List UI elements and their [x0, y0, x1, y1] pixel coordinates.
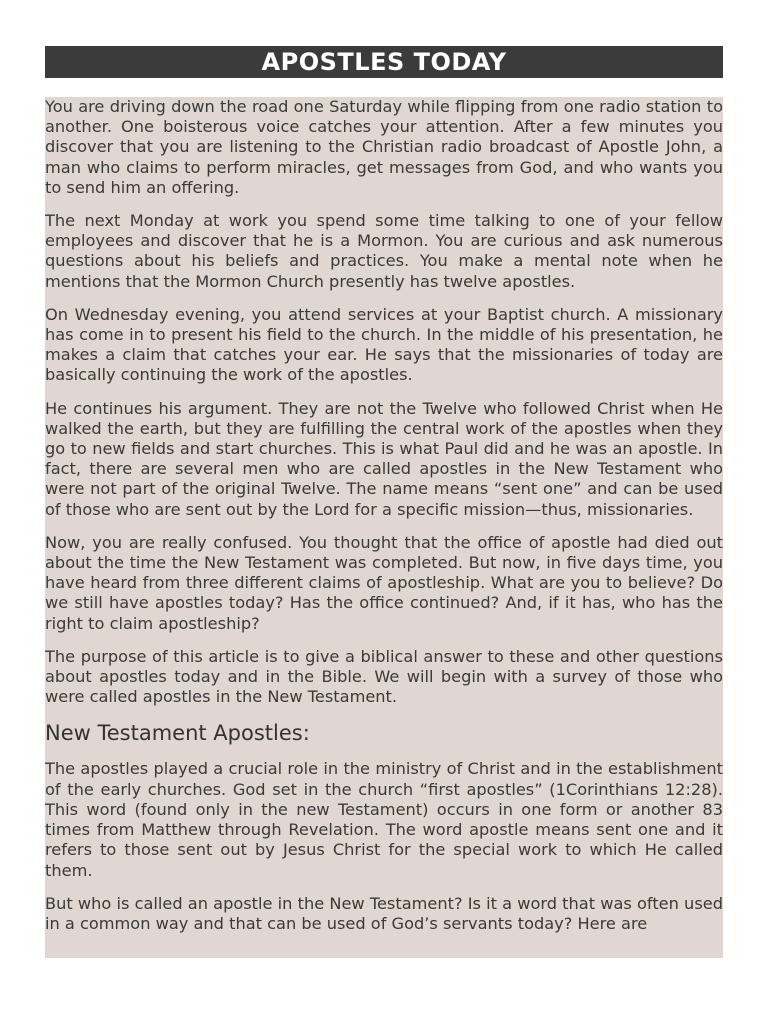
article-body — [45, 97, 723, 958]
section-paragraph-1: The apostles played a crucial role in the ministry of Christ and in the establishment of the early churches. God set in the church “first apostles” (1Corinthians 12:28). This word (found only in the new Testament) occurs in one form or another 83 times from Matthew through Revelation. The word apostle means sent one and it refers to those sent out by Jesus Christ for the special work to which He called them. — [45, 759, 723, 880]
intro-paragraph-3: On Wednesday evening, you attend services at your Baptist church. A missionary has come in to present his field to the church. In the middle of his presentation, he makes a claim that catches your ear. He says that the missionaries of today are basically continuing the work of the apostles. — [45, 304, 723, 385]
intro-paragraph-5: Now, you are really confused. You thought that the office of apostle had died out about the time the New Testament was completed. But now, in five days time, you have heard from three different claims of apostleship. What are you to believe? Do we still have apostles today? Has the office continued? And, if it has, who has the right to claim apostleship? — [45, 532, 723, 633]
intro-paragraph-2: The next Monday at work you spend some time talking to one of your fellow employees and discover that he is a Mormon. You are curious and ask numerous questions about his beliefs and practices. You make a mental note when he mentions that the Mormon Church presently has twelve apostles. — [45, 211, 723, 291]
intro-paragraph-6: The purpose of this article is to give a biblical answer to these and other questions about apostles today and in the Bible. We will begin with a survey of those who were called apostles in the New Testament. — [45, 646, 723, 707]
section-paragraph-2: But who is called an apostle in the New Testament? Is it a word that was often used in a common way and that can be used of God’s servants today? Here are — [45, 893, 723, 933]
intro-paragraph-1: You are driving down the road one Saturday while flipping from one radio station to another. One boisterous voice catches your attention. After a few minutes you discover that you are listening to the Christian radio broadcast of Apostle John, a man who claims to perform miracles, get messages from God, and who wants you to send him an offering. — [45, 97, 723, 197]
intro-paragraph-4: He continues his argument. They are not the Twelve who followed Christ when He walked the earth, but they are fulfilling the central work of the apostles when they go to new fields and start churches. This is what Paul did and he was an apostle. In fact, there are several men who are called apostles in the New Testament who were not part of the original Twelve. The name means “sent one” and can be used of those who are sent out by the Lord for a specific mission—thus, missionaries. — [45, 398, 723, 519]
document-title: APOSTLES TODAY — [45, 46, 723, 78]
section-heading: New Testament Apostles: — [45, 721, 310, 746]
